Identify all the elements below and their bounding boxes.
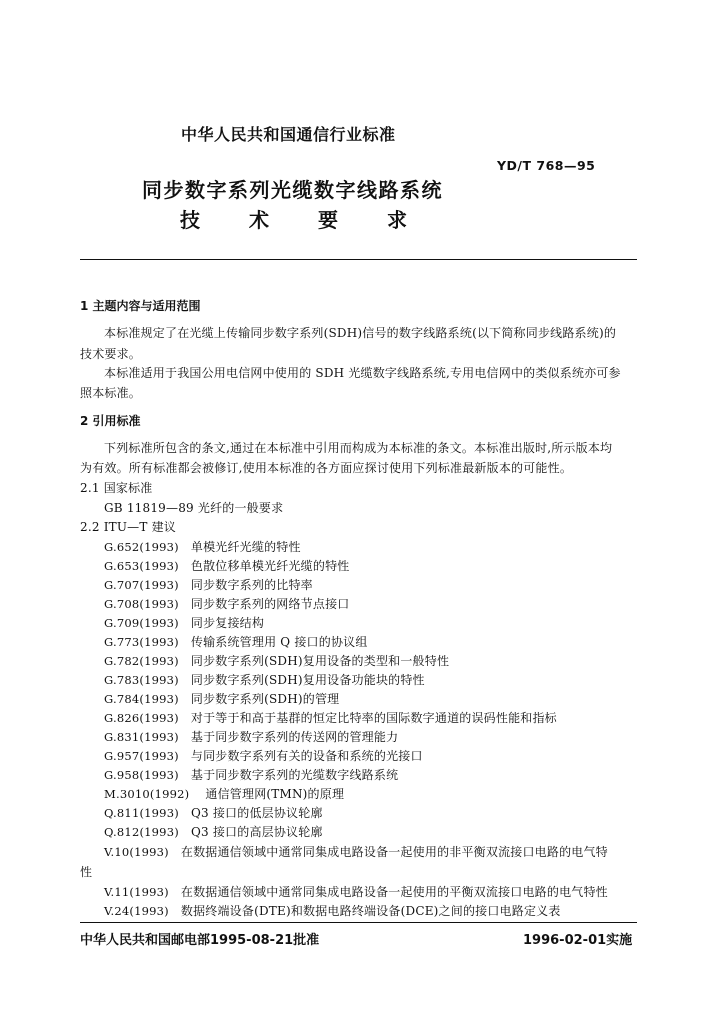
reference-item: G.783(1993) 同步数字系列(SDH)复用设备功能块的特性	[104, 673, 425, 687]
reference-item-continuation: 性	[80, 865, 93, 879]
reference-item: Q.812(1993) Q3 接口的高层协议轮廓	[104, 825, 323, 839]
reference-item: G.826(1993) 对于等于和高于基群的恒定比特率的国际数字通道的误码性能和指标	[104, 711, 557, 725]
section-1-paragraph-2-line-1: 本标准适用于我国公用电信网中使用的 SDH 光缆数字线路系统,专用电信网中的类似系统亦可参	[104, 366, 621, 380]
reference-item: G.957(1993) 与同步数字系列有关的设备和系统的光接口	[104, 749, 423, 763]
document-title: 同步数字系列光缆数字线路系统	[142, 178, 443, 202]
reference-item: V.11(1993) 在数据通信领域中通常同集成电路设备一起使用的平衡双流接口电路的电气特性	[104, 885, 608, 899]
footer-divider	[80, 922, 637, 923]
header-divider	[80, 259, 637, 260]
reference-item: V.24(1993) 数据终端设备(DTE)和数据电路终端设备(DCE)之间的接口电路定义表	[104, 904, 561, 918]
reference-item: G.958(1993) 基于同步数字系列的光缆数字线路系统	[104, 768, 399, 782]
reference-item: G.653(1993) 色散位移单模光纤光缆的特性	[104, 559, 350, 573]
reference-item: G.709(1993) 同步复接结构	[104, 616, 265, 630]
section-2-paragraph-line-2: 为有效。所有标准都会被修订,使用本标准的各方面应探讨使用下列标准最新版本的可能性。	[80, 461, 573, 475]
reference-item: G.773(1993) 传输系统管理用 Q 接口的协议组	[104, 635, 368, 649]
reference-item: G.707(1993) 同步数字系列的比特率	[104, 578, 313, 592]
reference-item: M.3010(1992) 通信管理网(TMN)的原理	[104, 787, 345, 801]
gb-reference-item: GB 11819—89 光纤的一般要求	[104, 501, 284, 515]
section-1-heading: 1 主题内容与适用范围	[80, 299, 201, 313]
reference-item: G.652(1993) 单模光纤光缆的特性	[104, 540, 301, 554]
reference-item: G.782(1993) 同步数字系列(SDH)复用设备的类型和一般特性	[104, 654, 450, 668]
standard-code: YD/T 768—95	[497, 158, 596, 173]
section-2-heading: 2 引用标准	[80, 414, 141, 428]
subsection-2-1-heading: 2.1 国家标准	[80, 481, 153, 495]
reference-item: G.831(1993) 基于同步数字系列的传送网的管理能力	[104, 730, 399, 744]
section-2-paragraph-line-1: 下列标准所包含的条文,通过在本标准中引用而构成为本标准的条文。本标准出版时,所示版本均	[104, 441, 613, 455]
subsection-2-2-heading: 2.2 ITU—T 建议	[80, 520, 176, 534]
reference-item: G.708(1993) 同步数字系列的网络节点接口	[104, 597, 350, 611]
standard-category-title: 中华人民共和国通信行业标准	[181, 125, 396, 144]
implementation-date: 1996-02-01实施	[523, 933, 633, 948]
approval-statement: 中华人民共和国邮电部1995-08-21批准	[80, 933, 320, 948]
document-subtitle: 技术要求	[180, 208, 456, 232]
section-1-paragraph-2-line-2: 照本标准。	[80, 386, 142, 400]
section-1-paragraph-1-line-2: 技术要求。	[80, 347, 142, 361]
section-1-paragraph-1-line-1: 本标准规定了在光缆上传输同步数字系列(SDH)信号的数字线路系统(以下简称同步线路系统)的	[104, 326, 617, 340]
reference-item: G.784(1993) 同步数字系列(SDH)的管理	[104, 692, 340, 706]
reference-item: V.10(1993) 在数据通信领域中通常同集成电路设备一起使用的非平衡双流接口电路的电气特	[104, 845, 608, 859]
reference-item: Q.811(1993) Q3 接口的低层协议轮廓	[104, 806, 323, 820]
